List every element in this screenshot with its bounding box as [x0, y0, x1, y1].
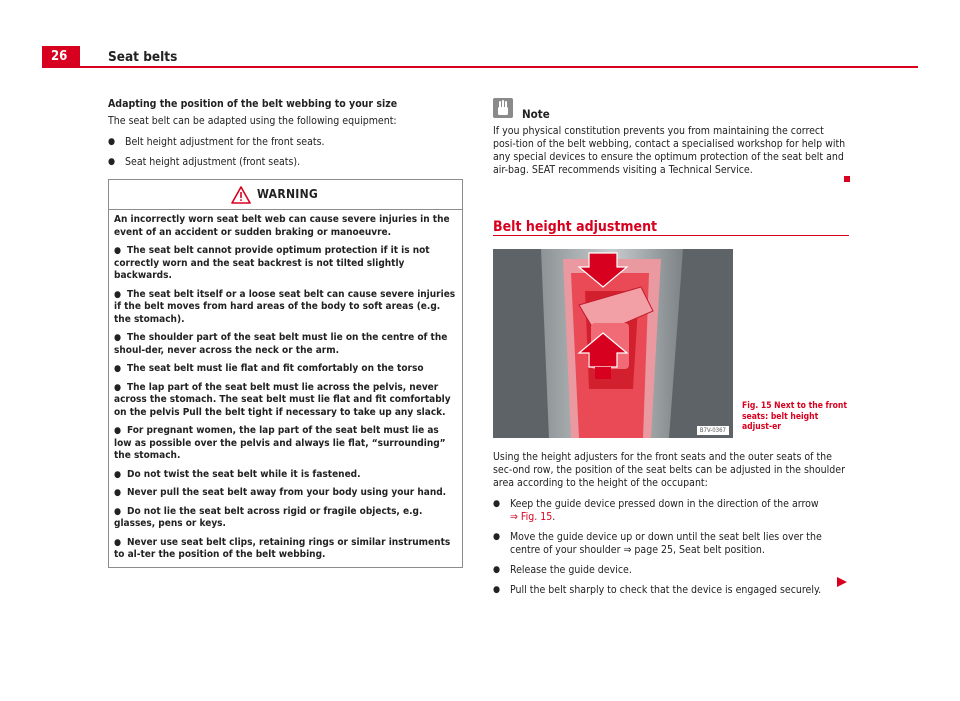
list-item — [493, 564, 849, 577]
list-item-text: Release the guide device. — [510, 564, 632, 576]
continue-arrow-icon — [836, 577, 848, 587]
note-title: Note — [522, 107, 550, 121]
warning-item-text: The shoulder part of the seat belt must lie on the centre of the shoul-der, never across the neck or the arm. — [114, 332, 448, 356]
list-item — [493, 531, 849, 557]
bullet: ● — [493, 532, 501, 542]
list-item — [108, 136, 464, 149]
page-header — [0, 0, 960, 70]
list-item-text: Seat height adjustment (front seats). — [125, 156, 301, 168]
figure-code: B7V-0367 — [697, 426, 729, 435]
bullet: ● — [114, 506, 122, 517]
warning-box — [108, 179, 463, 568]
warning-item-text: Never pull the seat belt away from your body using your hand. — [127, 487, 447, 498]
warning-item-text: Do not lie the seat belt across rigid or fragile objects, e.g. glasses, pens or keys. — [114, 505, 423, 529]
list-item — [108, 156, 464, 169]
list-item-text: Pull the belt sharply to check that the device is engaged securely. — [510, 584, 822, 596]
intro-paragraph: The seat belt can be adapted using the following equipment: — [108, 115, 397, 127]
warning-item — [114, 332, 457, 357]
warning-triangle-icon — [231, 186, 251, 204]
subheading: Adapting the position of the belt webbing to your size — [108, 98, 398, 110]
figure-reference-link[interactable]: ⇒ Fig. 15 — [510, 511, 553, 523]
section-end-marker — [844, 176, 850, 182]
warning-item-text: Never use seat belt clips, retaining rings or similar instruments to al-ter the position of the belt webbing. — [114, 536, 451, 560]
instructions-block — [493, 451, 849, 604]
left-column — [108, 98, 464, 568]
warning-item-text: The lap part of the seat belt must lie across the pelvis, never across the stomach. The seat belt must lie flat and fit comfortably on the pelvis Pull the belt tight if necessary to take up any slack. — [114, 381, 451, 418]
list-item-text: Move the guide device up or down until the seat belt lies over the centre of your shoulder ⇒ page 25, Seat belt position. — [510, 531, 822, 556]
bullet: ● — [114, 537, 122, 548]
section-title: Belt height adjustment — [493, 219, 658, 235]
bullet: ● — [493, 499, 501, 509]
bullet: ● — [493, 585, 501, 595]
section-rule — [493, 235, 849, 236]
list-item — [493, 498, 849, 524]
adjuster-illustration — [493, 249, 733, 438]
figure-caption: Fig. 15 Next to the front seats: belt height adjust-er — [742, 401, 847, 432]
bullet: ● — [114, 333, 122, 343]
warning-item — [114, 289, 457, 327]
page-title: Seat belts — [108, 49, 178, 65]
warning-item — [114, 245, 457, 283]
warning-item — [114, 382, 457, 420]
bullet: ● — [114, 382, 122, 393]
warning-header — [109, 180, 462, 210]
warning-title: WARNING — [257, 187, 319, 201]
warning-item — [114, 363, 457, 376]
bullet: ● — [114, 364, 122, 374]
bullet: ● — [114, 488, 122, 498]
bullet: ● — [493, 565, 501, 575]
bullet: ● — [114, 289, 122, 300]
note-block — [493, 98, 849, 177]
list-item — [493, 584, 849, 597]
bullet: ● — [114, 469, 122, 480]
list-item-text: Belt height adjustment for the front seats. — [125, 136, 325, 148]
page-number: 26 — [42, 46, 80, 68]
warning-item — [114, 469, 457, 482]
warning-item — [114, 425, 457, 463]
warning-item-text: For pregnant women, the lap part of the seat belt must lie as low as possible over the pelvis and always lie flat, “surrounding” the stomach. — [114, 425, 446, 461]
bullet: ● — [108, 157, 116, 167]
belt-height-adjuster-figure — [493, 249, 733, 438]
note-header — [493, 98, 849, 120]
bullet: ● — [108, 137, 116, 147]
step-end: . — [552, 511, 556, 523]
warning-intro: An incorrectly worn seat belt web can cause severe injuries in the event of an accident or sudden braking or manoeuvre. — [114, 214, 450, 238]
warning-item — [114, 506, 457, 531]
warning-item-text: The seat belt must lie flat and fit comfortably on the torso — [127, 363, 424, 374]
warning-item-text: Do not twist the seat belt while it is fastened. — [127, 468, 361, 480]
warning-item — [114, 537, 457, 562]
header-rule — [80, 66, 918, 68]
warning-item-text: The seat belt cannot provide optimum protection if it is not correctly worn and the seat backrest is not tilted slightly backwards. — [114, 245, 430, 281]
list-item-text — [510, 498, 849, 524]
bullet: ● — [114, 426, 122, 436]
warning-body — [109, 210, 462, 567]
instructions-intro: Using the height adjusters for the front seats and the outer seats of the sec-ond row, the position of the seat belts can be adjusted in the shoulder area according to the height of the occupant: — [493, 451, 845, 489]
warning-item — [114, 487, 457, 500]
note-hand-icon — [493, 98, 513, 118]
bullet: ● — [114, 246, 122, 256]
step-text: Keep the guide device pressed down in the direction of the arrow — [510, 498, 819, 510]
note-body: If you physical constitution prevents you from maintaining the correct posi-tion of the belt webbing, contact a specialised workshop for help with any special devices to ensure the optimum protection of the seat belt and air-bag. SEAT recommends visiting a Technical Service. — [493, 125, 846, 176]
warning-item-text: The seat belt itself or a loose seat belt can cause severe injuries if the belt moves from hard areas of the body to soft areas (e.g. the stomach). — [114, 288, 456, 325]
